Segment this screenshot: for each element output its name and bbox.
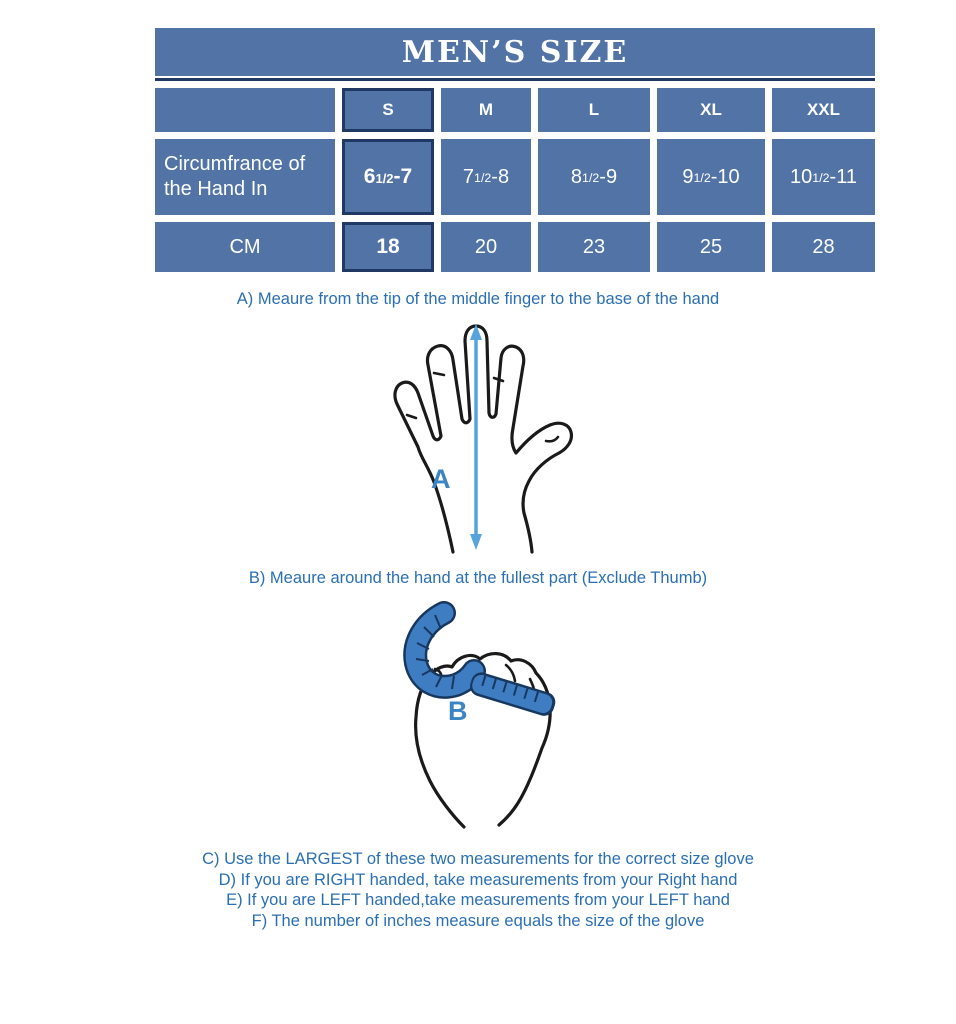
column-header-m: M: [441, 88, 531, 132]
table-title-underline: [155, 78, 875, 81]
instruction-b: B) Meaure around the hand at the fullest part (Exclude Thumb): [248, 568, 708, 587]
cell-cm-l: 23: [538, 222, 650, 272]
instruction-c: C) Use the LARGEST of these two measurements for the correct size glove: [202, 850, 754, 868]
hand-circumference-diagram: [0, 599, 956, 834]
cell-circumference-l: 8 1/2 -9: [538, 139, 650, 215]
column-header-s: S: [342, 88, 434, 132]
cell-cm-xxl: 28: [772, 222, 875, 272]
instruction-d: D) If you are RIGHT handed, take measurements from your Right hand: [218, 870, 738, 889]
cell-circumference-xl: 9 1/2 -10: [657, 139, 765, 215]
cell-circumference-s: 6 1/2 -7: [342, 139, 434, 215]
cell-cm-m: 20: [441, 222, 531, 272]
mens-size-table: [155, 28, 875, 272]
footer-notes: [0, 849, 956, 931]
instruction-f: F) The number of inches measure equals the size of the glove: [251, 911, 705, 930]
cell-cm-s: 18: [342, 222, 434, 272]
diagram-b-label: B: [448, 696, 468, 726]
cell-cm-xl: 25: [657, 222, 765, 272]
hand-outline: [395, 326, 571, 552]
measuring-tape-curved: [415, 613, 474, 689]
table-title: MEN’S SIZE: [155, 28, 875, 76]
instruction-a: A) Meaure from the tip of the middle finger to the base of the hand: [236, 290, 720, 308]
hand-length-svg: [363, 316, 593, 554]
cell-circumference-xxl: 10 1/2 -11: [772, 139, 875, 215]
row-label-circumference: Circumfrance of the Hand In: [155, 139, 335, 215]
hand-length-diagram: [0, 316, 956, 559]
hand-circumference-svg: [378, 599, 578, 829]
size-grid: [155, 88, 875, 272]
row-label-cm: CM: [155, 222, 335, 272]
cell-circumference-m: 7 1/2 -8: [441, 139, 531, 215]
diagram-a-label: A: [431, 463, 451, 494]
instruction-e: E) If you are LEFT handed,take measurements from your LEFT hand: [226, 891, 730, 909]
column-header-xxl: XXL: [772, 88, 875, 132]
column-header-xl: XL: [657, 88, 765, 132]
column-header-l: L: [538, 88, 650, 132]
corner-cell: [155, 88, 335, 132]
